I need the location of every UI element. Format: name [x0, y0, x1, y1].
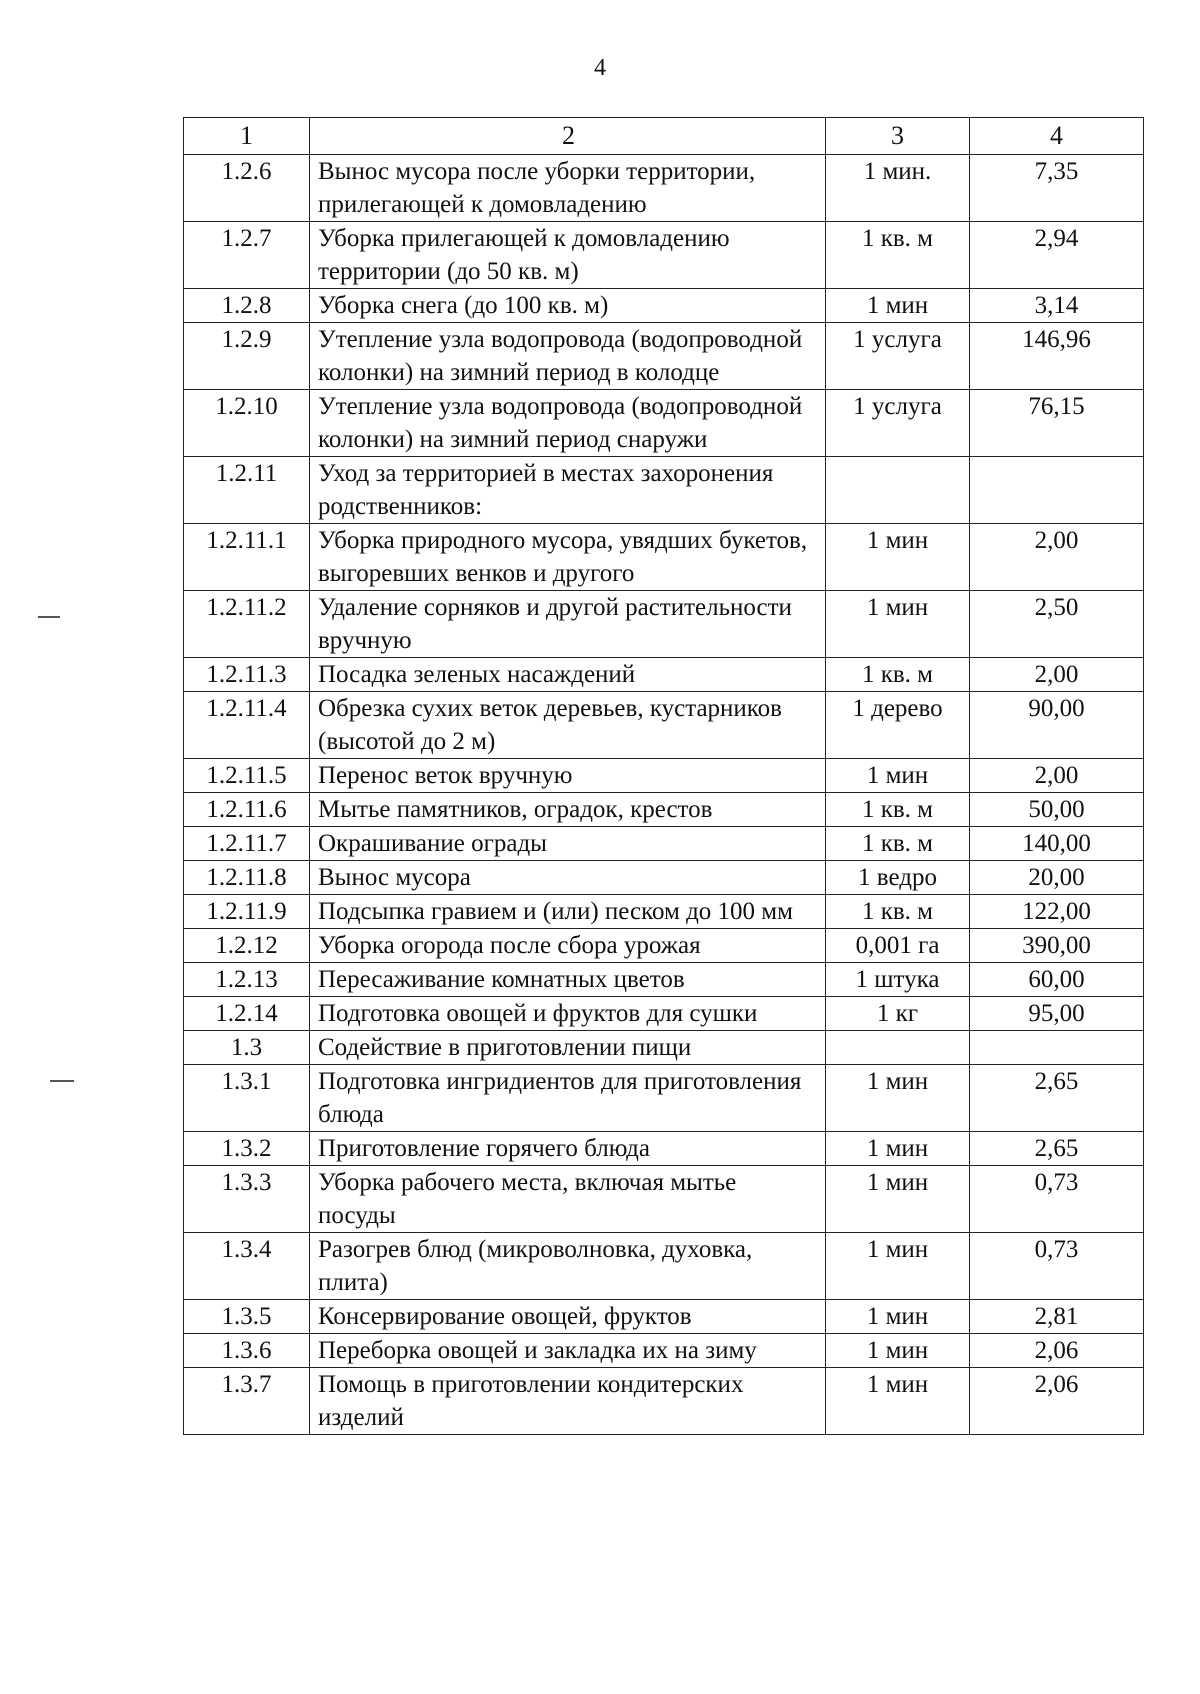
- table-row: [184, 895, 1144, 929]
- row-number-cell: 1.3.7: [184, 1368, 310, 1435]
- row-service-name-cell: Посадка зеленых насаждений: [310, 658, 826, 692]
- row-price-cell: 7,35: [970, 155, 1144, 222]
- row-unit-cell: 1 мин: [826, 289, 970, 323]
- header-col-2: 2: [310, 118, 826, 155]
- row-price-cell: 0,73: [970, 1166, 1144, 1233]
- row-unit-cell: 1 мин.: [826, 155, 970, 222]
- table-row: [184, 390, 1144, 457]
- row-unit-cell: 1 мин: [826, 524, 970, 591]
- row-number-cell: 1.2.11.9: [184, 895, 310, 929]
- row-price-cell: 2,81: [970, 1300, 1144, 1334]
- row-unit-cell: 1 штука: [826, 963, 970, 997]
- row-unit-cell: 1 мин: [826, 1300, 970, 1334]
- row-number-cell: 1.2.11.5: [184, 759, 310, 793]
- row-service-name-cell: Приготовление горячего блюда: [310, 1132, 826, 1166]
- row-number-cell: 1.2.9: [184, 323, 310, 390]
- row-unit-cell: 0,001 га: [826, 929, 970, 963]
- table-row: [184, 929, 1144, 963]
- services-price-table: [183, 117, 1144, 1435]
- row-service-name-cell: Уборка рабочего места, включая мытье посуды: [310, 1166, 826, 1233]
- row-number-cell: 1.2.11.4: [184, 692, 310, 759]
- row-unit-cell: 1 мин: [826, 1368, 970, 1435]
- row-price-cell: 2,00: [970, 524, 1144, 591]
- row-number-cell: 1.2.8: [184, 289, 310, 323]
- table-row: [184, 457, 1144, 524]
- row-price-cell: 60,00: [970, 963, 1144, 997]
- row-unit-cell: 1 мин: [826, 1065, 970, 1132]
- table-row: [184, 1233, 1144, 1300]
- row-price-cell: 76,15: [970, 390, 1144, 457]
- table-header-row: [184, 118, 1144, 155]
- row-service-name-cell: Пересаживание комнатных цветов: [310, 963, 826, 997]
- row-unit-cell: [826, 1031, 970, 1065]
- table-body: [184, 118, 1144, 1435]
- row-unit-cell: 1 кв. м: [826, 827, 970, 861]
- row-number-cell: 1.3.3: [184, 1166, 310, 1233]
- row-price-cell: 2,94: [970, 222, 1144, 289]
- row-number-cell: 1.2.11.2: [184, 591, 310, 658]
- row-unit-cell: 1 кв. м: [826, 222, 970, 289]
- row-service-name-cell: Обрезка сухих веток деревьев, кустарников (высотой до 2 м): [310, 692, 826, 759]
- row-unit-cell: 1 ведро: [826, 861, 970, 895]
- table-row: [184, 591, 1144, 658]
- row-number-cell: 1.3.6: [184, 1334, 310, 1368]
- row-price-cell: 2,65: [970, 1132, 1144, 1166]
- table-row: [184, 289, 1144, 323]
- row-price-cell: 122,00: [970, 895, 1144, 929]
- row-unit-cell: 1 мин: [826, 1132, 970, 1166]
- row-unit-cell: 1 кв. м: [826, 658, 970, 692]
- margin-mark: [38, 616, 60, 618]
- table-row: [184, 827, 1144, 861]
- row-service-name-cell: Уборка природного мусора, увядших букетов, выгоревших венков и другого: [310, 524, 826, 591]
- row-service-name-cell: Окрашивание ограды: [310, 827, 826, 861]
- header-col-3: 3: [826, 118, 970, 155]
- row-number-cell: 1.2.13: [184, 963, 310, 997]
- row-service-name-cell: Подготовка овощей и фруктов для сушки: [310, 997, 826, 1031]
- table-row: [184, 1334, 1144, 1368]
- table-row: [184, 222, 1144, 289]
- row-number-cell: 1.3.1: [184, 1065, 310, 1132]
- row-service-name-cell: Вынос мусора: [310, 861, 826, 895]
- row-service-name-cell: Переборка овощей и закладка их на зиму: [310, 1334, 826, 1368]
- row-service-name-cell: Подготовка ингридиентов для приготовления блюда: [310, 1065, 826, 1132]
- row-price-cell: 95,00: [970, 997, 1144, 1031]
- margin-mark: [50, 1080, 74, 1082]
- row-unit-cell: [826, 457, 970, 524]
- row-unit-cell: 1 кг: [826, 997, 970, 1031]
- row-number-cell: 1.2.11.6: [184, 793, 310, 827]
- row-price-cell: 3,14: [970, 289, 1144, 323]
- page-number: 4: [594, 55, 606, 81]
- row-unit-cell: 1 мин: [826, 759, 970, 793]
- row-number-cell: 1.3: [184, 1031, 310, 1065]
- table-row: [184, 658, 1144, 692]
- row-unit-cell: 1 услуга: [826, 323, 970, 390]
- row-price-cell: [970, 457, 1144, 524]
- row-price-cell: 2,00: [970, 759, 1144, 793]
- row-price-cell: 90,00: [970, 692, 1144, 759]
- table-row: [184, 692, 1144, 759]
- row-price-cell: 2,06: [970, 1368, 1144, 1435]
- row-number-cell: 1.2.7: [184, 222, 310, 289]
- row-service-name-cell: Удаление сорняков и другой растительности вручную: [310, 591, 826, 658]
- row-price-cell: 50,00: [970, 793, 1144, 827]
- row-service-name-cell: Мытье памятников, оградок, крестов: [310, 793, 826, 827]
- table-row: [184, 861, 1144, 895]
- row-service-name-cell: Уборка прилегающей к домовладению территории (до 50 кв. м): [310, 222, 826, 289]
- row-price-cell: 140,00: [970, 827, 1144, 861]
- table-row: [184, 997, 1144, 1031]
- row-number-cell: 1.3.2: [184, 1132, 310, 1166]
- row-unit-cell: 1 мин: [826, 591, 970, 658]
- row-number-cell: 1.2.6: [184, 155, 310, 222]
- row-unit-cell: 1 кв. м: [826, 793, 970, 827]
- row-number-cell: 1.2.11.3: [184, 658, 310, 692]
- row-number-cell: 1.2.10: [184, 390, 310, 457]
- row-service-name-cell: Уборка огорода после сбора урожая: [310, 929, 826, 963]
- header-col-4: 4: [970, 118, 1144, 155]
- row-price-cell: 2,50: [970, 591, 1144, 658]
- row-unit-cell: 1 мин: [826, 1233, 970, 1300]
- row-service-name-cell: Утепление узла водопровода (водопроводной колонки) на зимний период снаружи: [310, 390, 826, 457]
- table-row: [184, 793, 1144, 827]
- row-price-cell: [970, 1031, 1144, 1065]
- row-price-cell: 2,06: [970, 1334, 1144, 1368]
- row-price-cell: 390,00: [970, 929, 1144, 963]
- row-service-name-cell: Уход за территорией в местах захоронения родственников:: [310, 457, 826, 524]
- row-unit-cell: 1 мин: [826, 1166, 970, 1233]
- row-service-name-cell: Разогрев блюд (микроволновка, духовка, плита): [310, 1233, 826, 1300]
- row-service-name-cell: Уборка снега (до 100 кв. м): [310, 289, 826, 323]
- row-price-cell: 20,00: [970, 861, 1144, 895]
- row-number-cell: 1.2.11: [184, 457, 310, 524]
- row-price-cell: 146,96: [970, 323, 1144, 390]
- table-row: [184, 323, 1144, 390]
- table-row: [184, 1300, 1144, 1334]
- row-service-name-cell: Вынос мусора после уборки территории, прилегающей к домовладению: [310, 155, 826, 222]
- table-row: [184, 963, 1144, 997]
- row-service-name-cell: Перенос веток вручную: [310, 759, 826, 793]
- row-number-cell: 1.2.11.1: [184, 524, 310, 591]
- table-row: [184, 1368, 1144, 1435]
- row-number-cell: 1.2.14: [184, 997, 310, 1031]
- row-unit-cell: 1 услуга: [826, 390, 970, 457]
- row-price-cell: 2,65: [970, 1065, 1144, 1132]
- row-unit-cell: 1 дерево: [826, 692, 970, 759]
- table-row: [184, 1132, 1144, 1166]
- row-service-name-cell: Помощь в приготовлении кондитерских изделий: [310, 1368, 826, 1435]
- row-service-name-cell: Подсыпка гравием и (или) песком до 100 мм: [310, 895, 826, 929]
- table-row: [184, 524, 1144, 591]
- row-number-cell: 1.2.11.7: [184, 827, 310, 861]
- table-row: [184, 1065, 1144, 1132]
- row-unit-cell: 1 кв. м: [826, 895, 970, 929]
- row-number-cell: 1.3.4: [184, 1233, 310, 1300]
- row-number-cell: 1.2.12: [184, 929, 310, 963]
- row-price-cell: 0,73: [970, 1233, 1144, 1300]
- header-col-1: 1: [184, 118, 310, 155]
- table-row: [184, 1031, 1144, 1065]
- row-service-name-cell: Утепление узла водопровода (водопроводной колонки) на зимний период в колодце: [310, 323, 826, 390]
- row-service-name-cell: Консервирование овощей, фруктов: [310, 1300, 826, 1334]
- table-row: [184, 1166, 1144, 1233]
- table-row: [184, 155, 1144, 222]
- table-row: [184, 759, 1144, 793]
- row-number-cell: 1.3.5: [184, 1300, 310, 1334]
- row-unit-cell: 1 мин: [826, 1334, 970, 1368]
- row-number-cell: 1.2.11.8: [184, 861, 310, 895]
- row-service-name-cell: Содействие в приготовлении пищи: [310, 1031, 826, 1065]
- row-price-cell: 2,00: [970, 658, 1144, 692]
